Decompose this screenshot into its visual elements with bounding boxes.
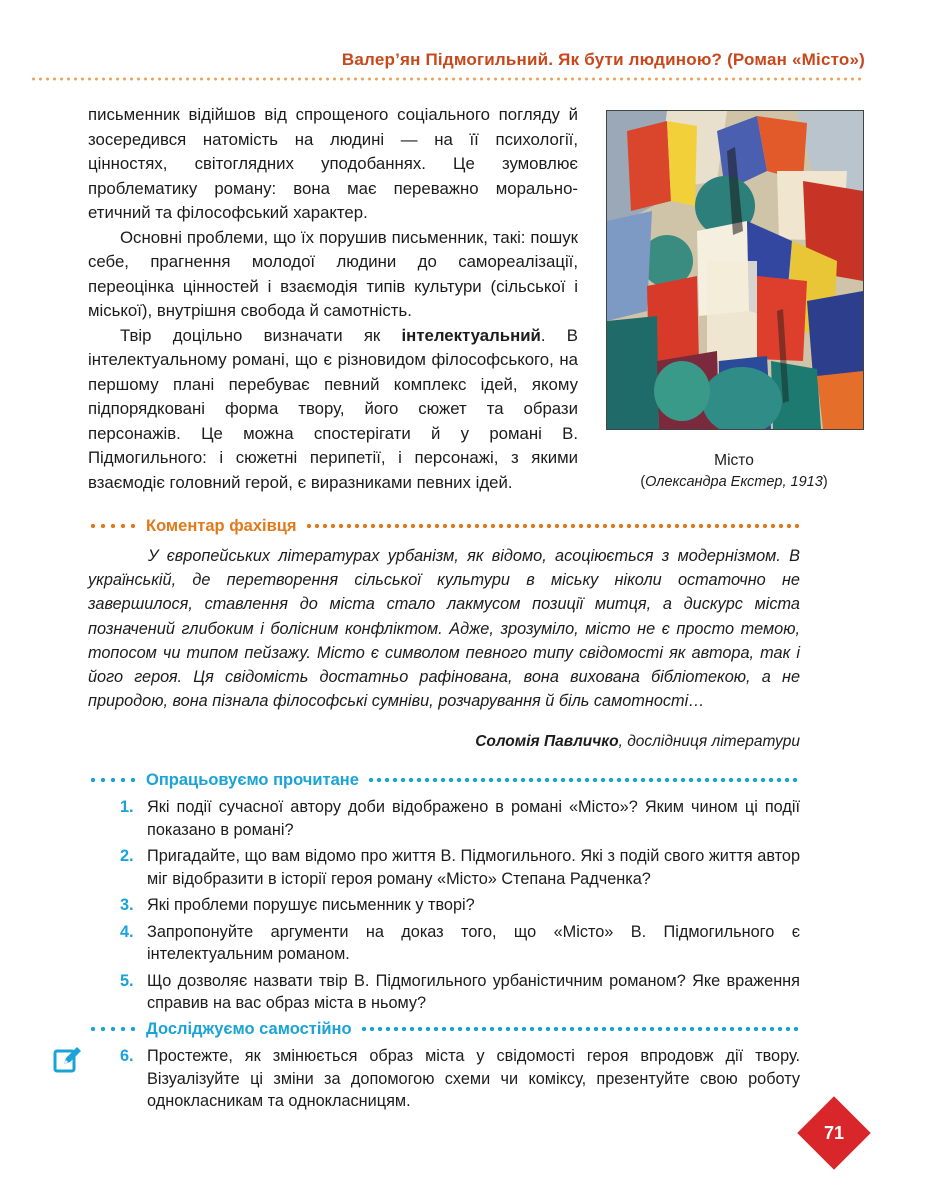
- question-text: Які події сучасної автору доби відображено в романі «Місто»? Яким чином ці події показано в романі?: [147, 798, 800, 839]
- question-item: [120, 1045, 800, 1113]
- dots-decoration: [88, 1026, 138, 1032]
- question-number: 5.: [120, 971, 134, 990]
- figure-author: [606, 474, 862, 490]
- question-text: Пригадайте, що вам відомо про життя В. Підмогильного. Які з подій свого життя автор міг відобразити в історії героя роману «Місто» Степана Радченка?: [147, 847, 800, 888]
- figure-author-close: ): [822, 474, 828, 490]
- question-item: [120, 921, 800, 966]
- painting-city: [606, 110, 864, 430]
- term-intellectual: інтелектуальний: [401, 325, 541, 345]
- question-number: 4.: [120, 922, 134, 941]
- question-text: Що дозволяє назвати твір В. Підмогильного урбаністичним романом? Яке враження справив на вас образ міста в ньому?: [147, 971, 800, 1012]
- paragraph-1: письменник відійшов від спрощеного соціального погляду й зосередився натомість на людині — на її психології, цінностях, світоглядних уподобаннях. Це зумовлює проблематику роману: вона має переважно морально-етичний та філософський характер.: [88, 105, 578, 222]
- read-questions-list: [120, 796, 800, 1019]
- question-text: Простежте, як змінюється образ міста у свідомості героя впродовж дії твору. Візуалізуйте ці зміни за допомогою схеми чи коміксу, презентуйте свою роботу однокласникам та однокласницям.: [147, 1047, 800, 1110]
- paragraph-3-end: . В інтелектуальному романі, що є різновидом філософського, на першому плані перебуває певний комплекс ідей, якому підпорядковані форма твору, його сюжет та образи персонажів. Це можна спостерігати й у романі В. Підмогильного: і сюжетні перипетії, і персонажі, з якими взаємодіє головний герой, є виразниками певних ідей.: [88, 325, 578, 492]
- research-section-heading-label: Досліджуємо самостійно: [146, 1019, 352, 1038]
- dots-decoration: [88, 777, 138, 783]
- read-section-heading-label: Опрацьовуємо прочитане: [146, 770, 359, 789]
- question-number: 2.: [120, 847, 134, 865]
- dots-decoration: [360, 1026, 800, 1032]
- paragraph-2: Основні проблеми, що їх порушив письменник, такі: пошук себе, прагнення молодої людини до самореалізації, переоцінка цінностей і взаємодія типів культури (сільської і міської), внутрішня свобода й самотність.: [88, 227, 578, 320]
- dots-decoration: [305, 523, 801, 529]
- commentary-author-role: , дослідниця літератури: [618, 733, 800, 750]
- commentary-author: Соломія Павличко: [475, 733, 619, 750]
- question-number: 6.: [120, 1047, 134, 1065]
- research-questions-list: [120, 1045, 800, 1117]
- header-dotted-rule: [30, 77, 865, 81]
- dots-decoration: [88, 523, 138, 529]
- commentary-attribution: [475, 733, 800, 751]
- paragraph-3: [88, 324, 578, 496]
- pencil-edit-icon: [52, 1045, 82, 1075]
- running-title: Валер’ян Підмогильний. Як бути людиною? (Роман «Місто»): [341, 50, 865, 69]
- commentary-heading-label: Коментар фахівця: [146, 516, 297, 535]
- question-number: 3.: [120, 896, 134, 914]
- paragraph-3-start: Твір доцільно визначати як: [120, 325, 402, 345]
- figure-author-open: (: [640, 474, 646, 490]
- commentary-text: У європейських літературах урбанізм, як відомо, асоціюється з модернізмом. В українській, де перетворення сільської культури в міську ніколи остаточно не завершилося, ставлення до міста стало лакмусом позиції митця, а дискурс міста позначений глибоким і болісним конфліктом. Адже, зрозуміло, місто не є просто темою, топосом чи типом пейзажу. Місто є символом певного типу свідомості як автора, так і його героя. Ця свідомість достатньо рафінована, вона вихована бібліотекою, а не природою, вона пізнала філософські сумніви, розчарування й біль самотності…: [88, 547, 800, 711]
- question-item: [120, 970, 800, 1015]
- dots-decoration: [367, 777, 800, 783]
- question-text: Запропонуйте аргументи на доказ того, що «Місто» В. Підмогильного є інтелектуальним романом.: [147, 922, 800, 963]
- question-item: [120, 894, 800, 917]
- question-item: [120, 796, 800, 841]
- question-number: 1.: [120, 798, 134, 816]
- question-text: Які проблеми порушує письменник у творі?: [147, 896, 475, 914]
- main-text: [88, 103, 578, 495]
- commentary-quote: [88, 544, 800, 713]
- figure-author-name: Олександра Екстер, 1913: [645, 474, 823, 490]
- research-section-heading: [88, 1018, 800, 1040]
- figure-title: Місто: [714, 452, 754, 469]
- question-item: [120, 845, 800, 890]
- read-section-heading: [88, 769, 800, 791]
- commentary-heading: [88, 515, 800, 537]
- page-number: 71: [823, 1122, 845, 1143]
